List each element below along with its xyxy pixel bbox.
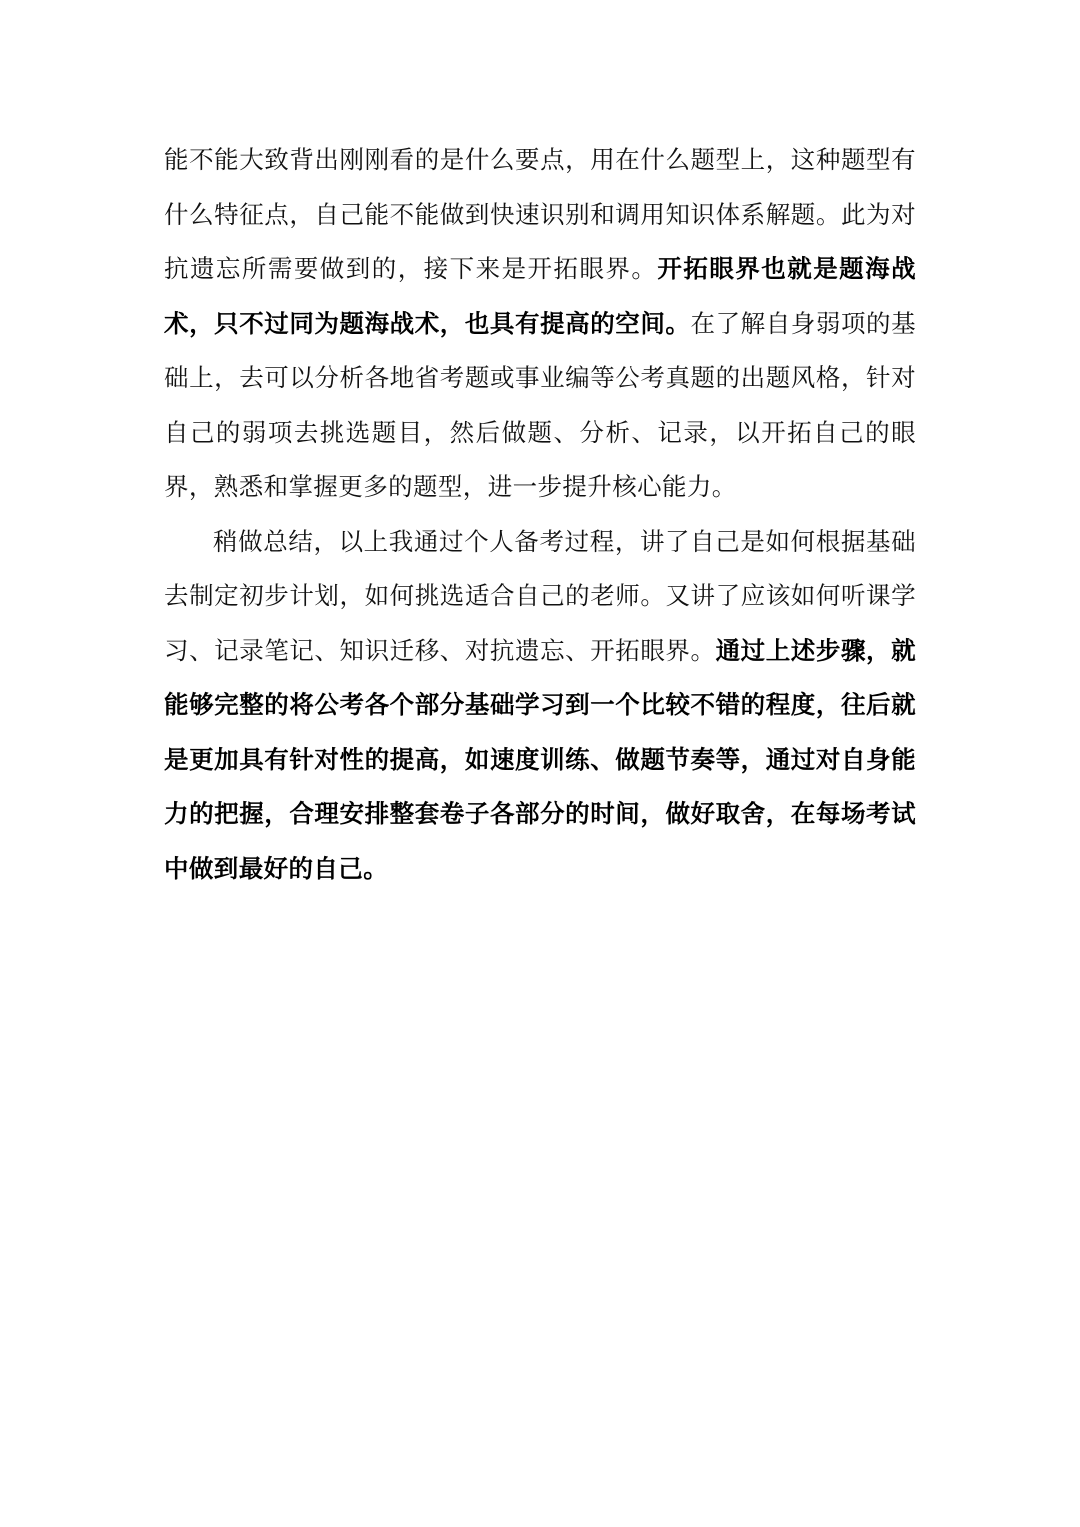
paragraph-1-run-3: 在了解自身弱项的基础上，去可以分析各地省考题或事业编等公考真题的出题风格，针对自己的弱项去挑选题目，然后做题、分析、记录，以开拓自己的眼界，熟悉和掌握更多的题型，进一步提升核心能力。 xyxy=(164,308,916,501)
body-text xyxy=(164,133,916,896)
paragraph-2-run-2-bold: 通过上述步骤，就能够完整的将公考各个部分基础学习到一个比较不错的程度，往后就是更加具有针对性的提高，如速度训练、做题节奏等，通过对自身能力的把握，合理安排整套卷子各部分的时间，做好取舍，在每场考试中做到最好的自己。 xyxy=(164,635,916,883)
paragraph-2-run-1: 稍做总结，以上我通过个人备考过程，讲了自己是如何根据基础去制定初步计划，如何挑选适合自己的老师。又讲了应该如何听课学习、记录笔记、知识迁移、对抗遗忘、开拓眼界。 xyxy=(164,526,916,665)
paragraph-1-run-2-bold: 开拓眼界也就是题海战术，只不过同为题海战术，也具有提高的空间。 xyxy=(164,254,916,338)
paragraph-1-run-1: 能不能大致背出刚刚看的是什么要点，用在什么题型上，这种题型有什么特征点，自己能不能做到快速识别和调用知识体系解题。此为对抗遗忘所需要做到的，接下来是开拓眼界。 xyxy=(164,145,916,283)
paragraph-2 xyxy=(164,515,916,897)
paragraph-1 xyxy=(164,133,916,515)
